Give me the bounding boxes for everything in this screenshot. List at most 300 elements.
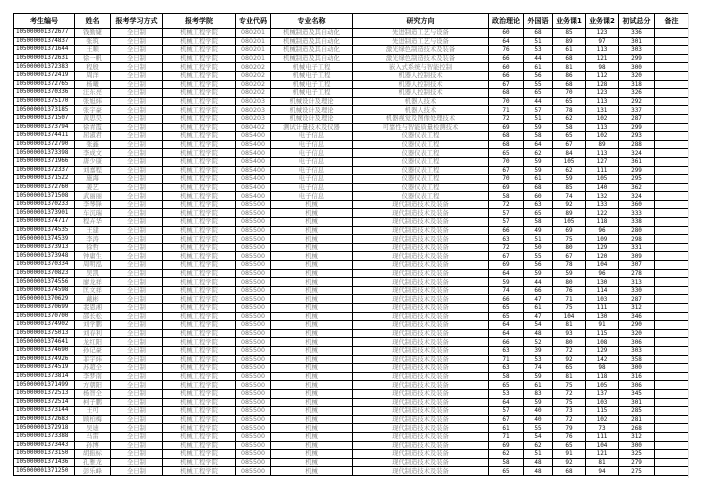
cell-remark [655, 304, 689, 313]
cell-major-code: 080201 [236, 54, 271, 63]
cell-subject2-score: 111 [586, 166, 619, 175]
cell-remark [655, 200, 689, 209]
cell-foreign-language-score: 54 [524, 321, 553, 330]
cell-major-code: 085500 [236, 286, 271, 295]
cell-major-name: 电子信息 [271, 149, 353, 158]
cell-total-score: 345 [619, 389, 655, 398]
cell-major-name: 机械 [271, 295, 353, 304]
cell-politics-score: 72 [489, 200, 524, 209]
table-row [14, 372, 689, 381]
cell-study-mode: 全日制 [111, 415, 163, 424]
cell-major-code: 085500 [236, 407, 271, 416]
table-row [14, 398, 689, 407]
cell-politics-score: 60 [489, 29, 524, 38]
table-row [14, 338, 689, 347]
cell-total-score: 320 [619, 71, 655, 80]
cell-college: 机械工程学院 [163, 37, 236, 46]
cell-politics-score: 57 [489, 218, 524, 227]
cell-college: 机械工程学院 [163, 346, 236, 355]
cell-politics-score: 68 [489, 140, 524, 149]
cell-college: 机械工程学院 [163, 338, 236, 347]
cell-remark [655, 381, 689, 390]
cell-foreign-language-score: 55 [524, 424, 553, 433]
cell-major-code: 085500 [236, 372, 271, 381]
cell-research-direction: 仪器仪表工程 [353, 157, 489, 166]
cell-subject2-score: 113 [586, 149, 619, 158]
cell-politics-score: 66 [489, 54, 524, 63]
cell-foreign-language-score: 44 [524, 97, 553, 106]
cell-name: 张鑫 [75, 140, 111, 149]
cell-total-score: 299 [619, 123, 655, 132]
cell-subject2-score: 98 [586, 364, 619, 373]
cell-major-code: 085500 [236, 441, 271, 450]
cell-candidate-id: 105000001371507 [14, 114, 75, 123]
cell-study-mode: 全日制 [111, 243, 163, 252]
cell-foreign-language-score: 50 [524, 243, 553, 252]
header-major-name: 专业名称 [271, 14, 353, 29]
cell-foreign-language-score: 40 [524, 407, 553, 416]
cell-name: 刘春利 [75, 329, 111, 338]
cell-remark [655, 432, 689, 441]
cell-remark [655, 71, 689, 80]
cell-major-name: 机械 [271, 286, 353, 295]
cell-college: 机械工程学院 [163, 97, 236, 106]
cell-name: 徐哲 [75, 243, 111, 252]
cell-name: 李成文 [75, 149, 111, 158]
cell-college: 机械工程学院 [163, 80, 236, 89]
cell-subject2-score: 89 [586, 140, 619, 149]
table-row [14, 329, 689, 338]
cell-name: 姜艺 [75, 183, 111, 192]
cell-politics-score: 64 [489, 269, 524, 278]
cell-foreign-language-score: 61 [524, 63, 553, 72]
cell-major-code: 085500 [236, 235, 271, 244]
cell-college: 机械工程学院 [163, 304, 236, 313]
cell-total-score: 306 [619, 338, 655, 347]
cell-politics-score: 53 [489, 389, 524, 398]
cell-name: 唐少康 [75, 157, 111, 166]
table-row [14, 71, 689, 80]
table-row [14, 175, 689, 184]
cell-remark [655, 132, 689, 141]
cell-study-mode: 全日制 [111, 63, 163, 72]
cell-major-code: 080202 [236, 71, 271, 80]
table-row [14, 321, 689, 330]
cell-foreign-language-score: 59 [524, 398, 553, 407]
cell-politics-score: 66 [489, 71, 524, 80]
cell-name: 裴恩湘 [75, 304, 111, 313]
table-row [14, 226, 689, 235]
table-row [14, 389, 689, 398]
cell-research-direction: 现代制造技术及装备 [353, 218, 489, 227]
cell-politics-score: 69 [489, 123, 524, 132]
cell-remark [655, 261, 689, 270]
cell-study-mode: 全日制 [111, 166, 163, 175]
cell-major-code: 085500 [236, 432, 271, 441]
cell-candidate-id: 105000001372918 [14, 424, 75, 433]
cell-name: 李琴锋 [75, 200, 111, 209]
cell-name: 杨曦 [75, 80, 111, 89]
cell-subject1-score: 80 [553, 278, 586, 287]
cell-total-score: 287 [619, 114, 655, 123]
cell-name: 钟庸生 [75, 252, 111, 261]
cell-name: 周洋 [75, 71, 111, 80]
cell-candidate-id: 105000001372514 [14, 398, 75, 407]
cell-study-mode: 全日制 [111, 424, 163, 433]
cell-study-mode: 全日制 [111, 209, 163, 218]
cell-major-name: 机械 [271, 209, 353, 218]
cell-foreign-language-score: 60 [524, 192, 553, 201]
cell-politics-score: 65 [489, 312, 524, 321]
cell-foreign-language-score: 58 [524, 132, 553, 141]
cell-total-score: 280 [619, 226, 655, 235]
cell-politics-score: 65 [489, 304, 524, 313]
cell-study-mode: 全日制 [111, 192, 163, 201]
cell-study-mode: 全日制 [111, 261, 163, 270]
cell-college: 机械工程学院 [163, 252, 236, 261]
cell-major-name: 机械 [271, 432, 353, 441]
cell-study-mode: 全日制 [111, 89, 163, 98]
cell-name: 吴凯 [75, 269, 111, 278]
cell-college: 机械工程学院 [163, 63, 236, 72]
cell-major-name: 机械设计及理论 [271, 106, 353, 115]
cell-subject2-score: 118 [586, 372, 619, 381]
cell-total-score: 333 [619, 209, 655, 218]
table-row [14, 432, 689, 441]
cell-college: 机械工程学院 [163, 157, 236, 166]
cell-politics-score: 57 [489, 209, 524, 218]
cell-major-code: 085500 [236, 398, 271, 407]
cell-foreign-language-score: 55 [524, 252, 553, 261]
cell-research-direction: 现代制造技术及装备 [353, 346, 489, 355]
cell-research-direction: 仪器仪表工程 [353, 175, 489, 184]
header-foreign-language-score: 外国语 [524, 14, 553, 29]
cell-candidate-id: 105000001372683 [14, 415, 75, 424]
cell-study-mode: 全日制 [111, 37, 163, 46]
cell-total-score: 299 [619, 166, 655, 175]
cell-politics-score: 59 [489, 278, 524, 287]
cell-major-name: 电子信息 [271, 140, 353, 149]
cell-subject1-score: 65 [553, 97, 586, 106]
cell-college: 机械工程学院 [163, 132, 236, 141]
cell-subject2-score: 97 [586, 37, 619, 46]
cell-remark [655, 114, 689, 123]
cell-college: 机械工程学院 [163, 381, 236, 390]
cell-total-score: 279 [619, 458, 655, 467]
cell-remark [655, 364, 689, 373]
cell-name: 王建 [75, 226, 111, 235]
cell-college: 机械工程学院 [163, 175, 236, 184]
cell-candidate-id: 105000001373901 [14, 209, 75, 218]
cell-candidate-id: 105000001373144 [14, 407, 75, 416]
cell-research-direction: 现代制造技术及装备 [353, 450, 489, 459]
cell-subject1-score: 62 [553, 114, 586, 123]
cell-remark [655, 398, 689, 407]
cell-name: 邵长松 [75, 312, 111, 321]
cell-name: 周明泓 [75, 261, 111, 270]
cell-foreign-language-score: 52 [524, 338, 553, 347]
cell-foreign-language-score: 48 [524, 458, 553, 467]
cell-research-direction: 现代制造技术及装备 [353, 432, 489, 441]
cell-study-mode: 全日制 [111, 114, 163, 123]
cell-candidate-id: 105000001371522 [14, 175, 75, 184]
cell-research-direction: 现代制造技术及装备 [353, 209, 489, 218]
cell-research-direction: 现代制造技术及装备 [353, 321, 489, 330]
cell-study-mode: 全日制 [111, 338, 163, 347]
cell-major-name: 机械 [271, 372, 353, 381]
score-table [13, 13, 689, 476]
cell-remark [655, 295, 689, 304]
cell-total-score: 307 [619, 261, 655, 270]
cell-total-score: 290 [619, 321, 655, 330]
cell-candidate-id: 105000001373913 [14, 243, 75, 252]
cell-candidate-id: 105000001372790 [14, 140, 75, 149]
cell-college: 机械工程学院 [163, 46, 236, 55]
cell-college: 机械工程学院 [163, 149, 236, 158]
cell-total-score: 298 [619, 235, 655, 244]
cell-research-direction: 机器人控制技术 [353, 71, 489, 80]
cell-candidate-id: 105000001372513 [14, 389, 75, 398]
cell-remark [655, 338, 689, 347]
cell-major-code: 085500 [236, 424, 271, 433]
cell-subject1-score: 75 [553, 398, 586, 407]
cell-remark [655, 415, 689, 424]
cell-subject2-score: 104 [586, 441, 619, 450]
cell-candidate-id: 105000001370629 [14, 295, 75, 304]
cell-study-mode: 全日制 [111, 458, 163, 467]
cell-subject2-score: 102 [586, 114, 619, 123]
cell-study-mode: 全日制 [111, 157, 163, 166]
cell-remark [655, 467, 689, 476]
cell-candidate-id: 105000001374837 [14, 37, 75, 46]
cell-major-code: 080202 [236, 89, 271, 98]
cell-college: 机械工程学院 [163, 235, 236, 244]
cell-major-name: 机械制造及其自动化 [271, 37, 353, 46]
table-row [14, 381, 689, 390]
cell-major-name: 电子信息 [271, 166, 353, 175]
cell-subject1-score: 78 [553, 261, 586, 270]
cell-college: 机械工程学院 [163, 467, 236, 476]
table-row [14, 278, 689, 287]
cell-subject2-score: 142 [586, 355, 619, 364]
header-major-code: 专业代码 [236, 14, 271, 29]
cell-study-mode: 全日制 [111, 54, 163, 63]
cell-foreign-language-score: 74 [524, 364, 553, 373]
cell-subject1-score: 73 [553, 407, 586, 416]
cell-research-direction: 现代制造技术及装备 [353, 424, 489, 433]
cell-subject1-score: 81 [553, 321, 586, 330]
cell-subject2-score: 109 [586, 235, 619, 244]
cell-research-direction: 现代制造技术及装备 [353, 278, 489, 287]
cell-major-name: 机械制造及其自动化 [271, 46, 353, 55]
cell-foreign-language-score: 62 [524, 149, 553, 158]
cell-foreign-language-score: 64 [524, 140, 553, 149]
cell-subject2-score: 108 [586, 338, 619, 347]
cell-name: 胡振标 [75, 450, 111, 459]
cell-subject1-score: 86 [553, 71, 586, 80]
cell-remark [655, 157, 689, 166]
cell-research-direction: 现代制造技术及装备 [353, 329, 489, 338]
cell-major-name: 机械 [271, 424, 353, 433]
cell-major-name: 机械 [271, 329, 353, 338]
table-row [14, 200, 689, 209]
cell-candidate-id: 105000001372337 [14, 166, 75, 175]
cell-remark [655, 372, 689, 381]
cell-study-mode: 全日制 [111, 286, 163, 295]
cell-foreign-language-score: 62 [524, 441, 553, 450]
cell-subject1-score: 75 [553, 381, 586, 390]
cell-study-mode: 全日制 [111, 381, 163, 390]
cell-politics-score: 74 [489, 286, 524, 295]
cell-remark [655, 149, 689, 158]
cell-subject2-score: 123 [586, 29, 619, 38]
table-row [14, 304, 689, 313]
cell-major-name: 电子信息 [271, 183, 353, 192]
cell-subject1-score: 92 [553, 200, 586, 209]
cell-politics-score: 63 [489, 364, 524, 373]
cell-major-code: 085500 [236, 389, 271, 398]
cell-foreign-language-score: 59 [524, 157, 553, 166]
cell-total-score: 331 [619, 243, 655, 252]
cell-politics-score: 71 [489, 432, 524, 441]
cell-major-name: 机械 [271, 389, 353, 398]
cell-total-score: 293 [619, 132, 655, 141]
cell-research-direction: 现代制造技术及装备 [353, 243, 489, 252]
cell-research-direction: 现代制造技术及装备 [353, 312, 489, 321]
cell-study-mode: 全日制 [111, 329, 163, 338]
cell-total-score: 330 [619, 286, 655, 295]
cell-college: 机械工程学院 [163, 424, 236, 433]
cell-total-score: 300 [619, 364, 655, 373]
cell-major-name: 机械 [271, 415, 353, 424]
cell-major-name: 机械 [271, 261, 353, 270]
cell-politics-score: 72 [489, 243, 524, 252]
cell-subject2-score: 112 [586, 71, 619, 80]
cell-major-name: 电子信息 [271, 192, 353, 201]
cell-subject2-score: 111 [586, 432, 619, 441]
cell-politics-score: 62 [489, 450, 524, 459]
cell-study-mode: 全日制 [111, 321, 163, 330]
cell-study-mode: 全日制 [111, 235, 163, 244]
cell-major-code: 085500 [236, 243, 271, 252]
header-subject2-score: 业务课2 [586, 14, 619, 29]
cell-politics-score: 64 [489, 321, 524, 330]
cell-foreign-language-score: 56 [524, 261, 553, 270]
cell-foreign-language-score: 51 [524, 114, 553, 123]
cell-major-name: 机械 [271, 269, 353, 278]
cell-remark [655, 29, 689, 38]
cell-remark [655, 89, 689, 98]
cell-subject1-score: 105 [553, 157, 586, 166]
cell-foreign-language-score: 61 [524, 304, 553, 313]
cell-subject2-score: 91 [586, 321, 619, 330]
cell-politics-score: 69 [489, 261, 524, 270]
cell-total-score: 361 [619, 157, 655, 166]
cell-research-direction: 激光绿色制造技术及装备 [353, 54, 489, 63]
cell-research-direction: 现代制造技术及装备 [353, 355, 489, 364]
table-row [14, 123, 689, 132]
cell-remark [655, 355, 689, 364]
cell-remark [655, 106, 689, 115]
cell-major-name: 机械设计及理论 [271, 114, 353, 123]
table-row [14, 355, 689, 364]
cell-subject1-score: 92 [553, 458, 586, 467]
cell-subject1-score: 62 [553, 166, 586, 175]
table-row [14, 149, 689, 158]
cell-major-name: 机械 [271, 450, 353, 459]
cell-study-mode: 全日制 [111, 312, 163, 321]
table-row [14, 80, 689, 89]
cell-subject2-score: 130 [586, 312, 619, 321]
cell-study-mode: 全日制 [111, 183, 163, 192]
cell-study-mode: 全日制 [111, 389, 163, 398]
cell-subject2-score: 96 [586, 226, 619, 235]
cell-major-code: 080203 [236, 114, 271, 123]
cell-foreign-language-score: 57 [524, 106, 553, 115]
cell-politics-score: 72 [489, 114, 524, 123]
cell-major-code: 085500 [236, 269, 271, 278]
cell-total-score: 300 [619, 441, 655, 450]
cell-politics-score: 58 [489, 372, 524, 381]
cell-subject1-score: 92 [553, 355, 586, 364]
cell-name: 张宇豪 [75, 106, 111, 115]
cell-college: 机械工程学院 [163, 71, 236, 80]
cell-name: 杨智全 [75, 389, 111, 398]
cell-candidate-id: 105000001370700 [14, 312, 75, 321]
cell-politics-score: 67 [489, 415, 524, 424]
cell-study-mode: 全日制 [111, 226, 163, 235]
cell-total-score: 336 [619, 29, 655, 38]
cell-politics-score: 65 [489, 381, 524, 390]
cell-major-name: 机械 [271, 398, 353, 407]
cell-major-name: 机械 [271, 304, 353, 313]
cell-subject1-score: 65 [553, 364, 586, 373]
cell-research-direction: 机器视觉及图像处理技术 [353, 114, 489, 123]
cell-college: 机械工程学院 [163, 450, 236, 459]
cell-remark [655, 80, 689, 89]
cell-major-code: 085500 [236, 338, 271, 347]
header-research-direction: 研究方向 [353, 14, 489, 29]
cell-remark [655, 458, 689, 467]
cell-total-score: 287 [619, 295, 655, 304]
cell-subject1-score: 72 [553, 346, 586, 355]
cell-candidate-id: 105000001372419 [14, 71, 75, 80]
cell-remark [655, 424, 689, 433]
cell-subject1-score: 85 [553, 183, 586, 192]
cell-study-mode: 全日制 [111, 346, 163, 355]
cell-total-score: 268 [619, 424, 655, 433]
cell-politics-score: 61 [489, 424, 524, 433]
cell-major-code: 085500 [236, 450, 271, 459]
cell-name: 龙红阳 [75, 338, 111, 347]
table-row [14, 424, 689, 433]
cell-remark [655, 243, 689, 252]
cell-foreign-language-score: 68 [524, 29, 553, 38]
cell-research-direction: 仪器仪表工程 [353, 132, 489, 141]
cell-total-score: 325 [619, 450, 655, 459]
table-row [14, 243, 689, 252]
cell-research-direction: 嵌入式系统与智能控制 [353, 63, 489, 72]
cell-total-score: 301 [619, 398, 655, 407]
cell-subject1-score: 89 [553, 37, 586, 46]
table-row [14, 364, 689, 373]
cell-college: 机械工程学院 [163, 312, 236, 321]
table-row [14, 97, 689, 106]
cell-foreign-language-score: 51 [524, 37, 553, 46]
cell-major-name: 机械 [271, 467, 353, 476]
cell-study-mode: 全日制 [111, 278, 163, 287]
cell-major-name: 机械 [271, 312, 353, 321]
